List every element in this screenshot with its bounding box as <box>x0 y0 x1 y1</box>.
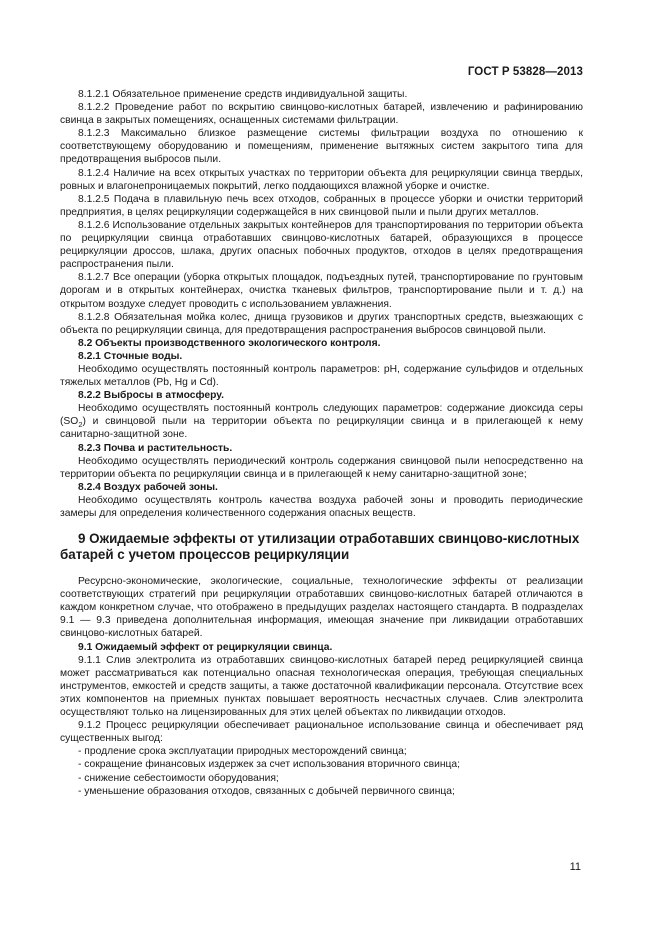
list-item: - уменьшение образования отходов, связанных с добычей первичного свинца; <box>78 785 455 797</box>
paragraph-8-1-2-2: 8.1.2.2 Проведение работ по вскрытию свинцово-кислотных батарей, извлечению и рафинированию свинца в закрытых помещениях, оснащенных системами фильтрации. <box>60 102 583 127</box>
heading-9-1: 9.1 Ожидаемый эффект от рециркуляции свинца. <box>78 641 333 653</box>
paragraph-8-2-2 <box>60 402 583 441</box>
paragraph-8-2-1: Необходимо осуществлять постоянный контроль параметров: pH, содержание сульфидов и отдельных тяжелых металлов (Pb, Hg и Cd). <box>60 363 583 389</box>
paragraph-9-intro: Ресурсно-экономические, экологические, социальные, технологические эффекты от реализации соответствующих стратегий при рециркуляции отработавших свинцово-кислотных батарей отличаются в каждом конкретном случае, что отображено в предыдущих разделах настоящего стандарта. В подразделах 9.1 — 9.3 приведена дополнительная информация, имеющая значение при ликвидации отработавших свинцово-кислотных батарей. <box>60 576 583 640</box>
section-9-title: 9 Ожидаемые эффекты от утилизации отработавших свинцово-кислотных батарей с учетом процессов рециркуляции <box>60 531 580 563</box>
paragraph-9-1-2: 9.1.2 Процесс рециркуляции обеспечивает рациональное использование свинца и обеспечивает ряд существенных выгод: <box>60 720 583 745</box>
paragraph-8-1-2-7: 8.1.2.7 Все операции (уборка открытых площадок, подъездных путей, транспортирование по грунтовым дорогам и в открытых контейнерах, очистка тканевых фильтров, транспортирование пыли и т. д.) на открытом воздухе следует проводить с использованием увлажнения. <box>60 272 583 310</box>
paragraph-8-1-2-5: 8.1.2.5 Подача в плавильную печь всех отходов, собранных в процессе уборки и очистки территорий предприятия, в целях рециркуляции содержащейся в них свинцовой пыли и пыли других металлов. <box>60 193 583 218</box>
heading-8-2-2: 8.2.2 Выбросы в атмосферу. <box>78 390 224 402</box>
list-item: - продление срока эксплуатации природных месторождений свинца; <box>78 746 407 758</box>
paragraph-9-1-1: 9.1.1 Слив электролита из отработавших свинцово-кислотных батарей перед рециркуляцией свинца может рассматриваться как потенциально опасная технологическая операция, требующая специальных инструментов, емкостей и средств защиты, а также достаточной квалификации персонала. Отсутствие всех этих компонентов на приемных пунктах повышает вероятность несчастных случаев. Слив электролита осуществляют только на лицензированных для этих целей объектах по ликвидации отходов. <box>60 654 583 719</box>
so2-subscript: 2 <box>78 420 83 430</box>
paragraph-8-1-2-8: 8.1.2.8 Обязательная мойка колес, днища грузовиков и других транспортных средств, выезжающих с объекта по рециркуляции свинца, для предотвращения распространения выбросов свинцовой пыли. <box>60 311 583 336</box>
heading-8-2-1: 8.2.1 Сточные воды. <box>78 350 183 362</box>
paragraph-8-2-2-part-a: Необходимо осуществлять постоянный контроль следующих параметров: содержание диоксида серы (SO <box>60 403 583 428</box>
paragraph-8-1-2-4: 8.1.2.4 Наличие на всех открытых участках по территории объекта для рециркуляции свинца твердых, ровных и влагонепроницаемых покрытий, легко поддающихся влажной уборке и очистке. <box>60 167 583 192</box>
list-item: - снижение себестоимости оборудования; <box>78 772 279 784</box>
paragraph-8-2-2-part-b: ) и свинцовой пыли на территории объекта по рециркуляции свинца и в прилегающей к нему санитарно-защитной зоне. <box>60 416 583 441</box>
list-item: - сокращение финансовых издержек за счет использования вторичного свинца; <box>78 759 461 771</box>
paragraph-8-1-2-6: 8.1.2.6 Использование отдельных закрытых контейнеров для транспортирования по территории объекта по рециркуляции свинца отработавших свинцово-кислотных батарей, образующихся в процессе рециркуляции дроссов, шлака, других опасных побочных продуктов, отходов в целях предотвращения распространения пыли. <box>60 219 583 271</box>
heading-8-2-3: 8.2.3 Почва и растительность. <box>78 442 233 454</box>
document-body <box>60 88 583 798</box>
page-number: 11 <box>569 861 581 873</box>
document-header: ГОСТ Р 53828—2013 <box>467 66 583 78</box>
paragraph-8-2-4: Необходимо осуществлять контроль качества воздуха рабочей зоны и проводить периодические замеры для определения количественного содержания опасных веществ. <box>60 494 583 519</box>
heading-8-2: 8.2 Объекты производственного экологического контроля. <box>78 337 381 349</box>
paragraph-8-1-2-1: 8.1.2.1 Обязательное применение средств индивидуальной защиты. <box>78 89 408 100</box>
heading-8-2-4: 8.2.4 Воздух рабочей зоны. <box>78 481 218 493</box>
paragraph-8-1-2-3: 8.1.2.3 Максимально близкое размещение системы фильтрации воздуха по отношению к соответствующему оборудованию и помещениям, применение вытяжных систем закрытого типа для предотвращения выбросов пыли. <box>60 128 583 166</box>
paragraph-8-2-3: Необходимо осуществлять периодический контроль содержания свинцовой пыли непосредственно на территории объекта по рециркуляции свинца и в прилегающей к нему санитарно-защитной зоне; <box>60 455 583 480</box>
